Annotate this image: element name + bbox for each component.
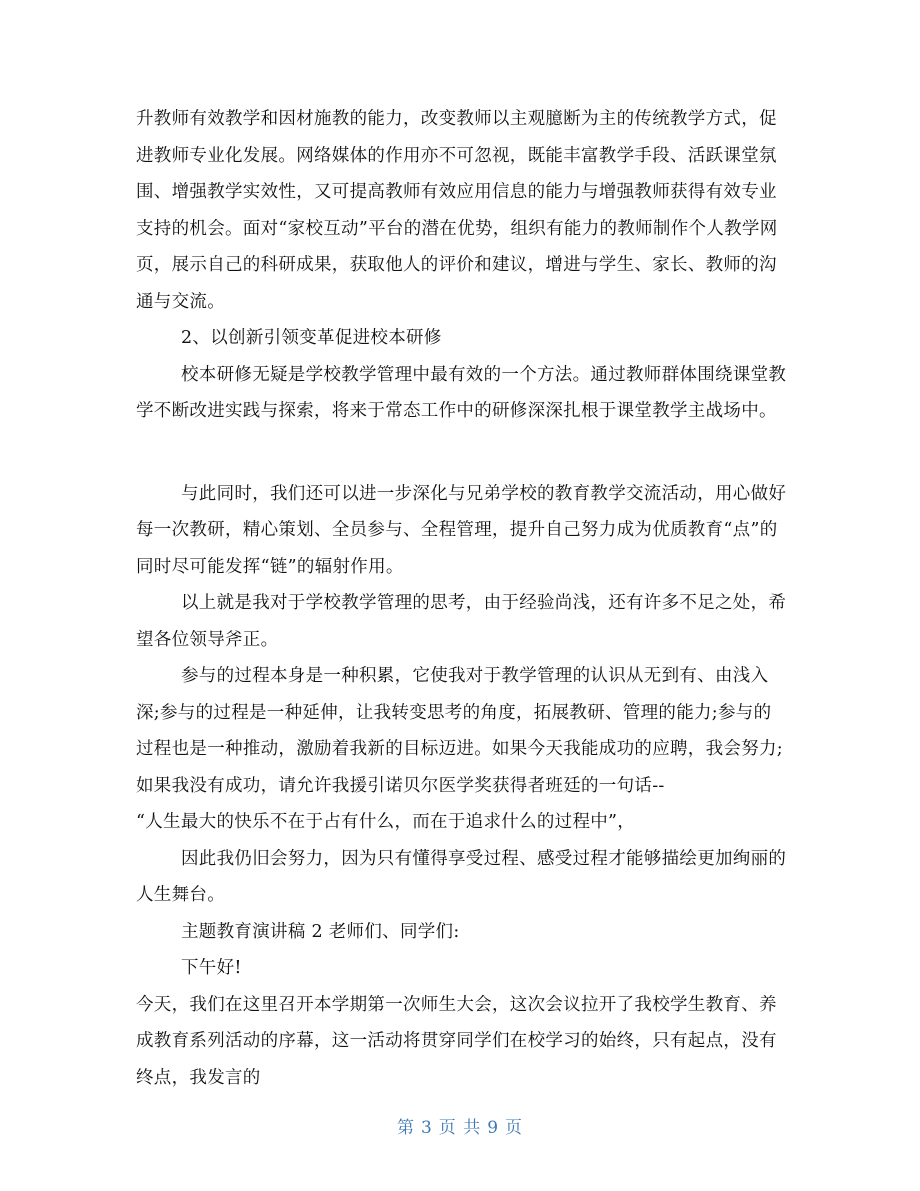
paragraph-6: 参与的过程本身是一种积累，它使我对于教学管理的认识从无到有、由浅入深;参与的过程是一种延伸，让我转变思考的角度，拓展教研、管理的能力;参与的过程也是一种推动，激励着我新的目标迈进。如果今天我能成功的应聘，我会努力;如果我没有成功，请允许我援引诺贝尔医学奖获得者班廷的一句话-- [136, 666, 783, 796]
document-body [136, 101, 788, 1096]
paragraph-3: 校本研修无疑是学校教学管理中最有效的一个方法。通过教师群体围绕课堂教学不断改进实践与探索，将来于常态工作中的研修深深扎根于课堂教学主战场中。 [136, 364, 787, 421]
page-label-pre: 第 [396, 1118, 415, 1138]
section-heading: 2、以创新引领变革促进校本研修 [181, 328, 442, 348]
quote-line: “人生最大的快乐不在于占有什么，而在于追求什么的过程中”， [136, 812, 636, 832]
paragraph-11: 今天，我们在这里召开本学期第一次师生大会，这次会议拉开了我校学生教育、养成教育系列活动的序幕，这一活动将贯穿同学们在校学习的始终，只有起点，没有终点，我发言的 [136, 994, 777, 1088]
page-label-post: 页 [505, 1118, 524, 1138]
paragraph-1: 升教师有效教学和因材施教的能力，改变教师以主观臆断为主的传统教学方式，促进教师专业化发展。网络媒体的作用亦不可忽视，既能丰富教学手段、活跃课堂氛围、增强教学实效性，又可提高教师有效应用信息的能力与增强教师获得有效专业支持的机会。面对“家校互动”平台的潜在优势，组织有能力的教师制作个人教学网页，展示自己的科研成果，获取他人的评价和建议，增进与学生、家长、教师的沟通与交流。 [136, 109, 778, 312]
paragraph-8: 因此我仍旧会努力，因为只有懂得享受过程、感受过程才能够描绘更加绚丽的人生舞台。 [136, 848, 787, 905]
speech-title: 主题教育演讲稿 2 老师们、同学们: [181, 921, 460, 942]
paragraph-4: 与此同时，我们还可以进一步深化与兄弟学校的教育教学交流活动，用心做好每一次教研，精心策划、全员参与、全程管理，提升自己努力成为优质教育“点”的同时尽可能发挥“链”的辐射作用。 [136, 483, 787, 577]
paragraph-gap [136, 430, 788, 476]
page-label-mid: 页 共 [438, 1118, 482, 1138]
current-page-number: 3 [420, 1118, 433, 1138]
greeting: 下午好! [181, 958, 242, 978]
total-pages-number: 9 [487, 1118, 500, 1138]
page-footer [0, 1113, 920, 1138]
paragraph-5: 以上就是我对于学校教学管理的思考，由于经验尚浅，还有许多不足之处，希望各位领导斧正。 [136, 593, 787, 650]
